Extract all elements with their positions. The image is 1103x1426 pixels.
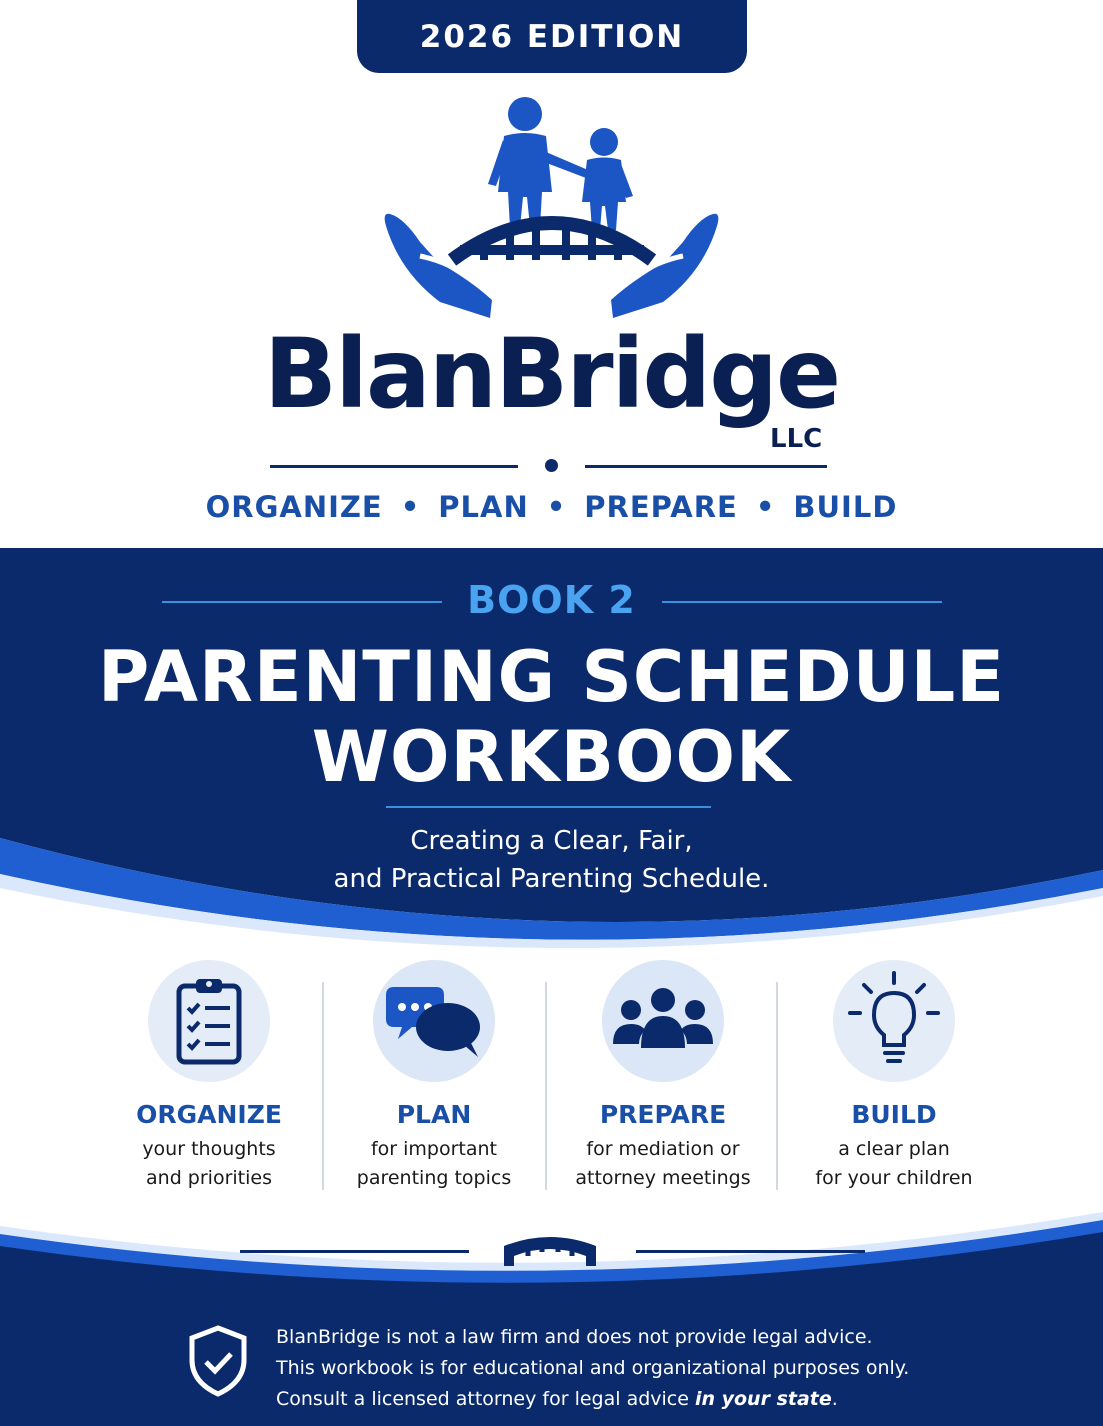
disclaimer-line-1: BlanBridge is not a law firm and does not provide legal advice. [276, 1326, 873, 1348]
chat-bubbles-icon [384, 981, 484, 1061]
feature-build [781, 960, 1007, 1193]
feature-prepare [550, 960, 776, 1193]
feature-title: PREPARE [599, 1100, 727, 1129]
disclaimer-emphasis: in your state [694, 1388, 832, 1410]
divider-dot [545, 459, 558, 472]
lightbulb-icon [844, 971, 944, 1071]
people-group-icon [611, 986, 715, 1056]
footer-rule-right [636, 1250, 865, 1253]
feature-desc-line: for your children [815, 1167, 973, 1189]
tagline-plan: PLAN [438, 490, 529, 524]
title-line-1: PARENTING SCHEDULE [97, 636, 1006, 718]
parent-figure [488, 97, 552, 227]
child-figure [544, 128, 633, 230]
edition-badge: 2026 EDITION [357, 0, 747, 73]
feature-desc-line: and priorities [146, 1167, 272, 1189]
feature-title: ORGANIZE [136, 1100, 282, 1129]
right-hand-icon [611, 214, 718, 318]
tagline-separator: • [546, 490, 567, 524]
disclaimer-line-3-text: Consult a licensed attorney for legal advice [276, 1388, 695, 1410]
feature-description [781, 1135, 1007, 1193]
legal-disclaimer [276, 1322, 909, 1415]
footer-rule-left [240, 1250, 469, 1253]
feature-desc-line: your thoughts [142, 1138, 276, 1160]
shield-check-icon [186, 1324, 250, 1398]
feature-desc-line: a clear plan [838, 1138, 950, 1160]
book-rule-right [662, 601, 942, 603]
feature-desc-line: parenting topics [356, 1167, 512, 1189]
feature-organize [96, 960, 322, 1193]
brand-suffix: LLC [770, 424, 823, 454]
disclaimer-line-2: This workbook is for educational and organizational purposes only. [276, 1357, 910, 1379]
feature-description [96, 1135, 322, 1193]
title-underline [386, 806, 711, 808]
feature-icon-circle [373, 960, 495, 1082]
feature-desc-line: for important [370, 1138, 498, 1160]
disclaimer-line-3-end: . [831, 1388, 838, 1410]
left-hand-icon [385, 214, 492, 318]
feature-icon-circle [602, 960, 724, 1082]
subtitle [0, 822, 1103, 898]
feature-title: PLAN [396, 1100, 472, 1129]
feature-desc-line: attorney meetings [575, 1167, 751, 1189]
divider-left [270, 465, 518, 468]
tagline-separator: • [400, 490, 421, 524]
feature-description [321, 1135, 547, 1193]
tagline-organize: ORGANIZE [205, 490, 383, 524]
brand-name: BlanBridge [263, 318, 840, 430]
feature-separator [545, 982, 547, 1190]
subtitle-line-2: and Practical Parenting Schedule. [333, 864, 770, 894]
subtitle-line-1: Creating a Clear, Fair, [410, 826, 693, 856]
tagline-build: BUILD [793, 490, 898, 524]
book-label: BOOK 2 [467, 578, 636, 622]
tagline-prepare: PREPARE [584, 490, 738, 524]
tagline [0, 490, 1103, 524]
feature-description [550, 1135, 776, 1193]
bridge-icon [500, 1232, 600, 1272]
feature-title: BUILD [851, 1100, 937, 1129]
feature-icon-circle [833, 960, 955, 1082]
logo-mark [380, 92, 723, 322]
tagline-separator: • [755, 490, 776, 524]
divider-right [585, 465, 827, 468]
disclaimer-line-3 [276, 1384, 909, 1415]
feature-separator [776, 982, 778, 1190]
feature-icon-circle [148, 960, 270, 1082]
title-line-2: WORKBOOK [311, 716, 792, 798]
clipboard-checklist-icon [174, 976, 244, 1066]
feature-desc-line: for mediation or [586, 1138, 740, 1160]
feature-plan [321, 960, 547, 1193]
bridge-icon [452, 219, 652, 260]
